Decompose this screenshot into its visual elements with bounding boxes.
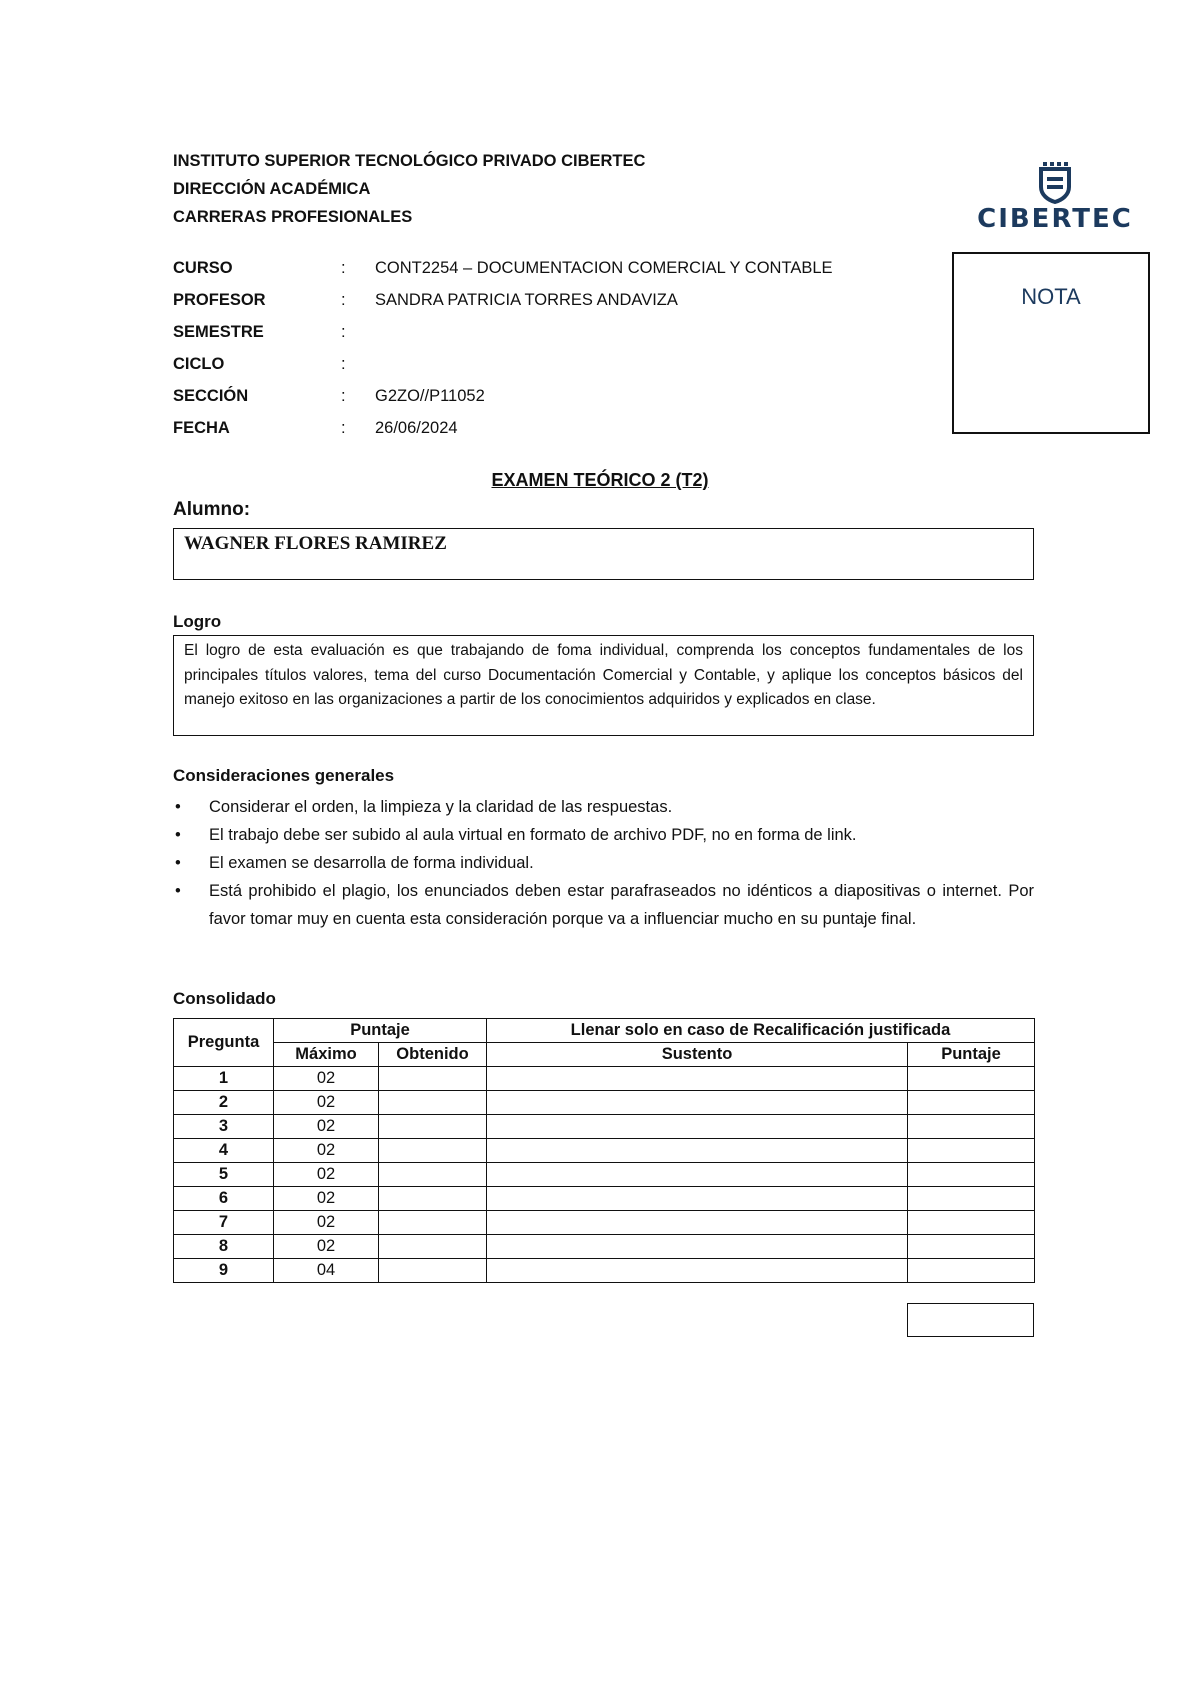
cell-maximo: 04	[274, 1259, 379, 1283]
cell-sustento[interactable]	[487, 1091, 908, 1115]
cell-obtenido[interactable]	[379, 1235, 487, 1259]
cell-sustento[interactable]	[487, 1211, 908, 1235]
cell-obtenido[interactable]	[379, 1259, 487, 1283]
header-puntaje-recalificacion: Puntaje	[908, 1043, 1035, 1067]
cell-sustento[interactable]	[487, 1235, 908, 1259]
header-sustento: Sustento	[487, 1043, 908, 1067]
list-item-text: Considerar el orden, la limpieza y la claridad de las respuestas.	[209, 798, 673, 816]
cell-maximo: 02	[274, 1067, 379, 1091]
cell-sustento[interactable]	[487, 1163, 908, 1187]
academic-direction: DIRECCIÓN ACADÉMICA	[173, 180, 371, 198]
table-header-row	[174, 1019, 1035, 1043]
cell-pregunta: 3	[174, 1115, 274, 1139]
cell-puntaje[interactable]	[908, 1115, 1035, 1139]
table-row	[174, 1091, 1035, 1115]
info-value: CONT2254 – DOCUMENTACION COMERCIAL Y CONTABLE	[375, 258, 833, 277]
info-label: PROFESOR	[173, 290, 266, 309]
cell-puntaje[interactable]	[908, 1163, 1035, 1187]
header-obtenido: Obtenido	[379, 1043, 487, 1067]
logo-wordmark: CIBERTEC	[977, 204, 1133, 234]
cell-obtenido[interactable]	[379, 1139, 487, 1163]
cell-puntaje[interactable]	[908, 1187, 1035, 1211]
info-row-ciclo	[173, 348, 833, 380]
total-score-cell[interactable]	[907, 1303, 1034, 1337]
info-label: FECHA	[173, 418, 230, 437]
info-colon: :	[341, 418, 346, 437]
cell-puntaje[interactable]	[908, 1259, 1035, 1283]
info-value: G2ZO//P11052	[375, 386, 485, 405]
cell-maximo: 02	[274, 1139, 379, 1163]
info-colon: :	[341, 322, 346, 341]
cell-sustento[interactable]	[487, 1139, 908, 1163]
table-row	[174, 1115, 1035, 1139]
cell-puntaje[interactable]	[908, 1139, 1035, 1163]
achievement-label: Logro	[173, 612, 222, 631]
info-row-fecha	[173, 412, 833, 444]
cell-obtenido[interactable]	[379, 1211, 487, 1235]
scores-table	[173, 1018, 1035, 1283]
cell-puntaje[interactable]	[908, 1091, 1035, 1115]
bullet-icon: •	[175, 854, 181, 872]
cell-pregunta: 4	[174, 1139, 274, 1163]
cell-obtenido[interactable]	[379, 1115, 487, 1139]
table-row	[174, 1211, 1035, 1235]
cell-pregunta: 2	[174, 1091, 274, 1115]
bullet-icon: •	[175, 882, 181, 900]
grade-box	[952, 252, 1150, 434]
cell-pregunta: 6	[174, 1187, 274, 1211]
achievement-text: El logro de esta evaluación es que trabajando de foma individual, comprenda los conceptos fundamentales de los principales títulos valores, tema del curso Documentación Comercial y Contable, y aplique los conceptos básicos del manejo exitoso en las organizaciones a partir de los conocimientos adquiridos y explicados en clase.	[173, 635, 1034, 736]
cell-maximo: 02	[274, 1163, 379, 1187]
cell-puntaje[interactable]	[908, 1211, 1035, 1235]
cell-obtenido[interactable]	[379, 1163, 487, 1187]
table-row	[174, 1139, 1035, 1163]
course-info	[173, 252, 833, 444]
header-recalificacion: Llenar solo en caso de Recalificación justificada	[487, 1019, 1035, 1043]
institution-name: INSTITUTO SUPERIOR TECNOLÓGICO PRIVADO CIBERTEC	[173, 152, 646, 170]
student-label: Alumno:	[173, 499, 251, 520]
list-item-text: El trabajo debe ser subido al aula virtual en formato de archivo PDF, no en forma de link.	[209, 826, 857, 844]
header-puntaje: Puntaje	[274, 1019, 487, 1043]
cell-sustento[interactable]	[487, 1259, 908, 1283]
list-item-text: El examen se desarrolla de forma individual.	[209, 854, 534, 872]
list-item	[173, 793, 1034, 821]
cell-sustento[interactable]	[487, 1067, 908, 1091]
consolidated-label: Consolidado	[173, 989, 276, 1008]
student-name-field[interactable]: WAGNER FLORES RAMIREZ	[173, 528, 1034, 580]
header-maximo: Máximo	[274, 1043, 379, 1067]
cell-obtenido[interactable]	[379, 1187, 487, 1211]
list-item-text: Está prohibido el plagio, los enunciados deben estar parafraseados no idénticos a diapositivas o internet. Por favor tomar muy en cuenta esta consideración porque va a influenciar mucho en su puntaje final.	[209, 882, 1034, 928]
cell-maximo: 02	[274, 1091, 379, 1115]
cibertec-logo	[975, 160, 1135, 234]
table-row	[174, 1163, 1035, 1187]
institution-header	[173, 147, 645, 231]
info-row-profesor	[173, 284, 833, 316]
cell-sustento[interactable]	[487, 1115, 908, 1139]
cell-maximo: 02	[274, 1211, 379, 1235]
cell-obtenido[interactable]	[379, 1091, 487, 1115]
shield-logo-icon	[1033, 160, 1077, 204]
cell-pregunta: 9	[174, 1259, 274, 1283]
cell-maximo: 02	[274, 1235, 379, 1259]
list-item	[173, 821, 1034, 849]
table-subheader-row	[174, 1043, 1035, 1067]
bullet-icon: •	[175, 826, 181, 844]
considerations-label: Consideraciones generales	[173, 766, 395, 785]
info-label: CICLO	[173, 354, 225, 373]
cell-pregunta: 8	[174, 1235, 274, 1259]
table-row	[174, 1067, 1035, 1091]
cell-pregunta: 1	[174, 1067, 274, 1091]
cell-puntaje[interactable]	[908, 1235, 1035, 1259]
bullet-icon: •	[175, 798, 181, 816]
info-value: 26/06/2024	[375, 418, 458, 437]
info-row-seccion	[173, 380, 833, 412]
info-colon: :	[341, 290, 346, 309]
cell-maximo: 02	[274, 1115, 379, 1139]
info-row-curso	[173, 252, 833, 284]
info-label: SECCIÓN	[173, 386, 249, 405]
list-item	[173, 877, 1034, 933]
header-pregunta: Pregunta	[174, 1019, 274, 1067]
info-colon: :	[341, 386, 346, 405]
cell-puntaje[interactable]	[908, 1067, 1035, 1091]
cell-maximo: 02	[274, 1187, 379, 1211]
cell-pregunta: 5	[174, 1163, 274, 1187]
info-row-semestre	[173, 316, 833, 348]
exam-title: EXAMEN TEÓRICO 2 (T2)	[491, 470, 709, 490]
info-value: SANDRA PATRICIA TORRES ANDAVIZA	[375, 290, 678, 309]
list-item	[173, 849, 1034, 877]
professional-careers: CARRERAS PROFESIONALES	[173, 208, 413, 226]
cell-pregunta: 7	[174, 1211, 274, 1235]
info-colon: :	[341, 354, 346, 373]
info-label: SEMESTRE	[173, 322, 264, 341]
info-label: CURSO	[173, 258, 233, 277]
info-colon: :	[341, 258, 346, 277]
table-row	[174, 1187, 1035, 1211]
considerations-list	[173, 793, 1034, 933]
table-row	[174, 1235, 1035, 1259]
cell-sustento[interactable]	[487, 1187, 908, 1211]
table-row	[174, 1259, 1035, 1283]
grade-label: NOTA	[1021, 284, 1081, 309]
cell-obtenido[interactable]	[379, 1067, 487, 1091]
